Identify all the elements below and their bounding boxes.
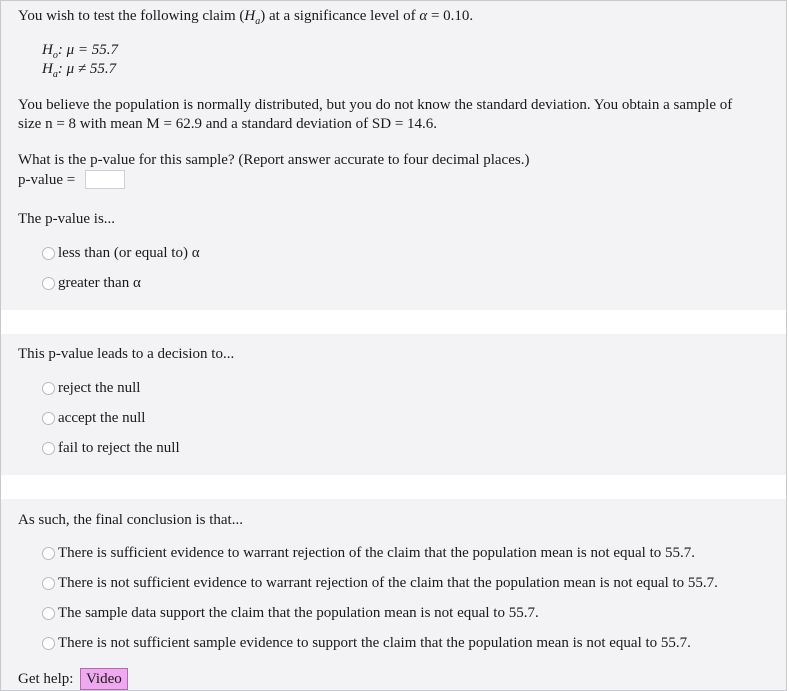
- conclusion-prompt: As such, the final conclusion is that...: [18, 512, 243, 528]
- ha-subscript: a: [52, 69, 58, 80]
- decision-option-accept[interactable]: [42, 409, 145, 427]
- option-label: accept the null: [58, 409, 146, 426]
- ha-symbol: H: [42, 61, 53, 77]
- option-label: There is not sufficient sample evidence to support the claim that the population mean is not equal to 55.7.: [58, 634, 691, 651]
- option-label: There is sufficient evidence to warrant rejection of the claim that the population mean is not equal to 55.7.: [58, 544, 696, 561]
- pvalue-question: What is the p-value for this sample? (Report answer accurate to four decimal places.): [18, 152, 530, 168]
- conclusion-option-3[interactable]: [42, 604, 539, 622]
- radio-button[interactable]: [42, 277, 55, 290]
- radio-button[interactable]: [42, 547, 55, 560]
- radio-button[interactable]: [42, 442, 55, 455]
- option-label: fail to reject the null: [58, 439, 180, 456]
- radio-button[interactable]: [42, 637, 55, 650]
- compare-prompt: The p-value is...: [18, 211, 116, 227]
- radio-button[interactable]: [42, 382, 55, 395]
- compare-option-greater[interactable]: [42, 274, 141, 292]
- h0-expression: : μ = 55.7: [57, 42, 118, 58]
- pvalue-input[interactable]: [85, 170, 125, 189]
- section-separator: [1, 475, 786, 499]
- alternative-hypothesis: [42, 60, 116, 84]
- radio-button[interactable]: [42, 607, 55, 620]
- pvalue-label: p-value =: [18, 172, 76, 188]
- video-help-button[interactable]: Video: [80, 668, 128, 690]
- option-label: less than (or equal to) α: [58, 244, 200, 261]
- h0-subscript: o: [52, 50, 58, 61]
- alpha-value: = 0.10.: [427, 8, 474, 24]
- radio-button[interactable]: [42, 247, 55, 260]
- option-label: The sample data support the claim that the population mean is not equal to 55.7.: [58, 604, 539, 621]
- intro-text: You wish to test the following claim (: [18, 8, 245, 24]
- radio-button[interactable]: [42, 577, 55, 590]
- conclusion-option-1[interactable]: [42, 544, 695, 562]
- option-label: reject the null: [58, 379, 141, 396]
- claim-symbol: H: [244, 8, 256, 24]
- get-help-label: Get help:: [18, 671, 74, 687]
- radio-button[interactable]: [42, 412, 55, 425]
- compare-option-less[interactable]: [42, 244, 200, 262]
- h0-symbol: H: [42, 42, 53, 58]
- decision-option-reject[interactable]: [42, 379, 140, 397]
- conclusion-option-4[interactable]: [42, 634, 691, 652]
- decision-option-fail-to-reject[interactable]: [42, 439, 180, 457]
- ha-expression: : μ ≠ 55.7: [57, 61, 117, 77]
- sample-description-line1: You believe the population is normally distributed, but you do not know the standard deviation. You obtain a sample of: [18, 97, 733, 113]
- section-separator: [1, 310, 786, 334]
- option-label: greater than α: [58, 274, 141, 291]
- alpha-symbol: α: [419, 8, 428, 24]
- option-label: There is not sufficient evidence to warrant rejection of the claim that the population mean is not equal to 55.7.: [58, 574, 718, 591]
- conclusion-option-2[interactable]: [42, 574, 718, 592]
- sample-description-line2: size n = 8 with mean M = 62.9 and a standard deviation of SD = 14.6.: [18, 116, 438, 132]
- intro-line: [18, 7, 473, 31]
- claim-subscript: a: [255, 16, 261, 27]
- intro-rest: ) at a significance level of: [260, 8, 420, 24]
- decision-prompt: This p-value leads to a decision to...: [18, 346, 235, 362]
